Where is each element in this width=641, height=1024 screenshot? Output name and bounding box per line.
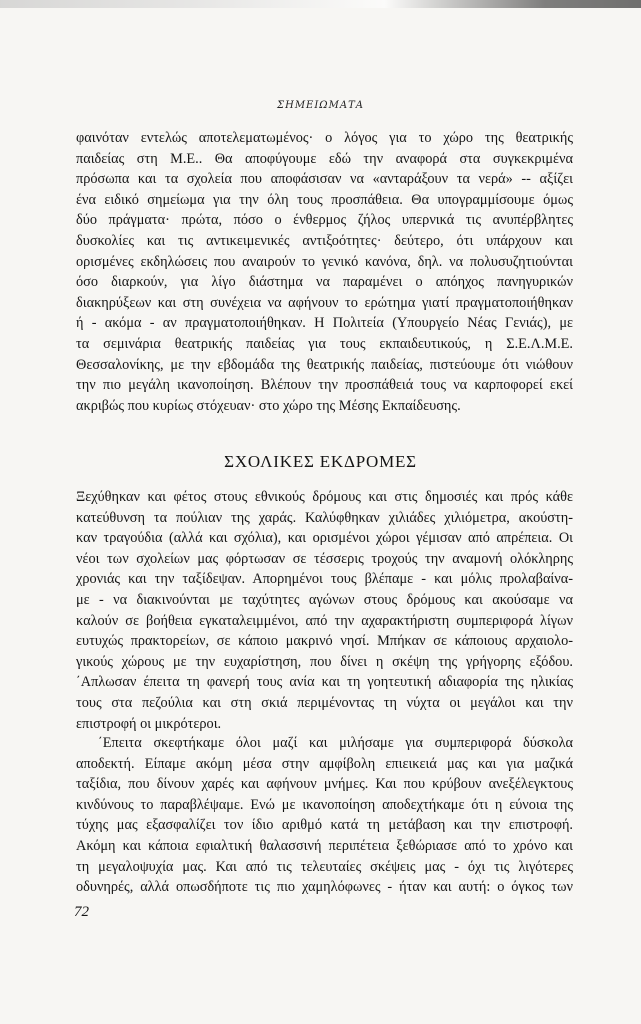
text-line: δύο πράγματα· πρώτα, πόσο ο ένθερμος ζήλος υπερνικά τις ανυπέρβλητες [76, 212, 573, 229]
text-line: ταξίδια, που δίνουν χαρές και αφήνουν μνήμες. Και που κρύβουν ανεξέλεγκτους [76, 776, 573, 793]
text-line: τη μεγαλοψυχία μας. Και από τις τελευταίες σκέψεις μας - όχι τις λιγότερες [76, 858, 573, 875]
text-line: ΄Απλωσαν έπειτα τη φανερή τους ανία και τη γοητευτική αδιαφορία της ηλικίας [76, 674, 573, 691]
text-line: καν τραγούδια (αλλά και σχόλια), και ορισμένοι χώροι γέμισαν από απρέπεια. Οι [76, 530, 573, 547]
text-line: φαινόταν εντελώς αποτελεματωμένος· ο λόγος για το χώρο της θεατρικής [76, 130, 573, 146]
text-line: διακηρύξεων και στη συνέχεια να αφήνουν το ερώτημα γιατί πραγματοποιήθηκαν [76, 294, 573, 311]
text-line: ΄Επειτα σκεφτήκαμε όλοι μαζί και μιλήσαμε για συμπεριφορά δύσκολα [98, 735, 573, 751]
text-line: την πιο μεγάλη ικανοποίηση. Βλέπουν την προσπάθειά τους να καρποφορεί εκεί [76, 377, 573, 394]
text-line: κινδύνους το παραβλέψαμε. Ενώ με ικανοποίηση αποδεχτήκαμε ότι η εύνοια της [76, 796, 573, 813]
text-line: τα σεμινάρια θεατρικής παιδείας για τους εκπαιδευτικούς, η Σ.Ε.Λ.Μ.Ε. [76, 335, 573, 352]
text-line: δυσκολίες και τις αντικειμενικές αντιξοότητες· δεύτερο, ότι υπάρχουν και [76, 232, 573, 249]
section-heading: ΣΧΟΛΙΚΕΣ ΕΚΔΡΟΜΕΣ [224, 452, 417, 471]
text-line: ένα ειδικό σημείωμα για την όλη τους προσπάθεια. Θα υπογραμμίσουμε όμως [76, 191, 573, 208]
text-line: παιδείας στη Μ.Ε.. Θα αποφύγουμε εδώ την αναφορά στα συγκεκριμένα [76, 150, 573, 167]
text-line: νέοι των σχολείων μας φόρτωσαν σε τέσσερις τροχούς την αναμονή ολόκληρης [76, 550, 573, 567]
text-line: τους στα πεζούλια και στη σκιά περιμένοντας τη νύχτα οι μεγάλοι και την [76, 694, 573, 711]
text-line: ή - ακόμα - αν πραγματοποιήθηκαν. Η Πολιτεία (Υπουργείο Νέας Γενιάς), με [76, 315, 573, 332]
text-line: οδυνηρές, αλλά οπωσδήποτε τις πιο χαμηλόφωνες - ήταν και αυτή: ο όγκος των [76, 879, 573, 896]
text-line: πρόσωπα και τα σχολεία που αποφάσισαν να «ανταράξουν τα νερά» -- αξίζει [76, 171, 573, 188]
running-head: ΣΗΜΕΙΩΜΑΤΑ [277, 100, 364, 111]
page-number: 72 [74, 904, 89, 920]
text-line: κατεύθυνση τα πούλιαν της χαράς. Καλύφθηκαν χιλιάδες χιλιόμετρα, ακούστη- [76, 509, 573, 526]
text-line: Ακόμη και κάποια εφιαλτική θαλασσινή περιπέτεια ξεθώριασε από το χρόνο και [76, 837, 573, 854]
paragraph-school-trips-1 [76, 487, 573, 734]
text-line: όσο διαρκούν, για λίγο διάστημα να παραμένει ο απόηχος πανηγυρικών [76, 274, 573, 291]
text-line: με - να διακινούνται με ταχύτητες αγώνων στους δρόμους και ακούσαμε να [76, 591, 573, 608]
text-line: χρονιάς και την ταξίδεψαν. Απορημένοι τους βλέπαμε - και μόλις προλαβαίνα- [76, 571, 573, 588]
text-line: ακριβώς που κυρίως στόχευαν· στο χώρο της Μέσης Εκπαίδευσης. [76, 397, 461, 414]
text-line: καλούν σε βοήθεια εγκαταλειμμένοι, από την αχαρακτήριστη συμπεριφορά λίγων [76, 612, 573, 629]
text-line: ορισμένες εκδηλώσεις που αναιρούν το γενικό κανόνα, δηλ. να πολυσυζητιούνται [76, 253, 573, 270]
text-line: τύχης μας εξασφαλίζει τον ίδιο αριθμό κατά τη μετάβαση και την επιστροφή. [76, 817, 573, 834]
text-line: Θεσσαλονίκης, με την εβδομάδα της θεατρικής παιδείας, πιστεύουμε ότι νιώθουν [76, 356, 573, 373]
text-line: ευτυχώς πρακτορείων, σε κάποιο μακρινό νησί. Μπήκαν σε κάποιους αρχαιολο- [76, 633, 573, 650]
intro-paragraph [76, 128, 573, 416]
text-line: Ξεχύθηκαν και φέτος στους εθνικούς δρόμους και στις δημοσιές και πρός κάθε [76, 489, 573, 505]
text-line: γικούς χώρους με την ευχαρίστηση, που δίνει η σκέψη της γρήγορης εξόδου. [76, 653, 573, 670]
text-line: αποδεκτή. Είπαμε ακόμη μέσα στην αμφίβολη επιεικειά μας και για μαζικά [76, 755, 573, 772]
paragraph-school-trips-2 [76, 733, 573, 898]
text-line: επιστροφή οι μικρότεροι. [76, 715, 222, 732]
